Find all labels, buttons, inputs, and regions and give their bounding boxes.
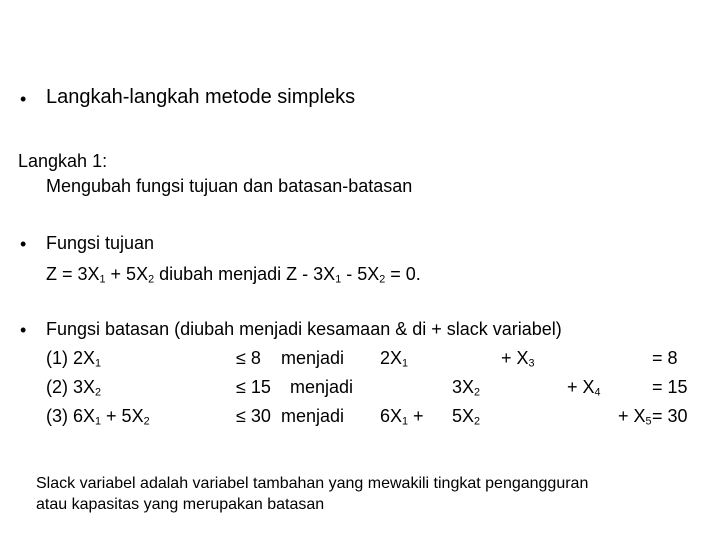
slack-note-line-1: Slack variabel adalah variabel tambahan yang mewakili tingkat pengangguran bbox=[36, 475, 589, 492]
constraint-rhs: = 30 bbox=[652, 406, 688, 426]
constraint-term-x2: $5X_2$ bbox=[452, 406, 481, 428]
constraint-inequality: ≤ 15 bbox=[236, 377, 271, 397]
constraint-term-x5: + $X_5$ bbox=[618, 406, 652, 428]
constraint-lhs: (1) $2X_1$ bbox=[46, 348, 102, 370]
constraint-lhs: (3) $6X_1 + 5X_2$ bbox=[46, 406, 150, 428]
constraint-menjadi: menjadi bbox=[290, 377, 354, 397]
constraint-inequality: ≤ 30 bbox=[236, 406, 271, 426]
constraint-term-x1: $6X_1$ + bbox=[380, 406, 424, 428]
objective-title: Fungsi tujuan bbox=[46, 233, 155, 253]
constraint-term-x2: $3X_2$ bbox=[452, 377, 481, 399]
slack-note-line-2: atau kapasitas yang merupakan batasan bbox=[36, 496, 325, 513]
objective-equation: $Z = 3X_1 + 5X_2$ diubah menjadi $Z - 3X_1 - 5X_2 = 0$. bbox=[46, 264, 421, 286]
step1-description: Mengubah fungsi tujuan dan batasan-batasan bbox=[46, 176, 413, 196]
constraint-menjadi: menjadi bbox=[281, 406, 345, 426]
constraint-inequality: ≤ 8 bbox=[236, 348, 261, 368]
constraints-bullet: • bbox=[20, 320, 27, 340]
step1-label: Langkah 1: bbox=[18, 151, 108, 171]
constraint-rhs: = 15 bbox=[652, 377, 688, 397]
constraints-title: Fungsi batasan (diubah menjadi kesamaan & di + slack variabel) bbox=[46, 319, 562, 339]
heading-bullet: • bbox=[20, 89, 27, 109]
constraint-rhs: = 8 bbox=[652, 348, 678, 368]
constraint-lhs: (2) $3X_2$ bbox=[46, 377, 102, 399]
constraint-term-x3: + $X_3$ bbox=[501, 348, 535, 370]
objective-bullet: • bbox=[20, 234, 27, 254]
constraint-term-x1: $2X_1$ bbox=[380, 348, 409, 370]
constraint-term-x4: + $X_4$ bbox=[567, 377, 601, 399]
heading-title: Langkah-langkah metode simpleks bbox=[46, 86, 356, 108]
constraint-menjadi: menjadi bbox=[281, 348, 345, 368]
